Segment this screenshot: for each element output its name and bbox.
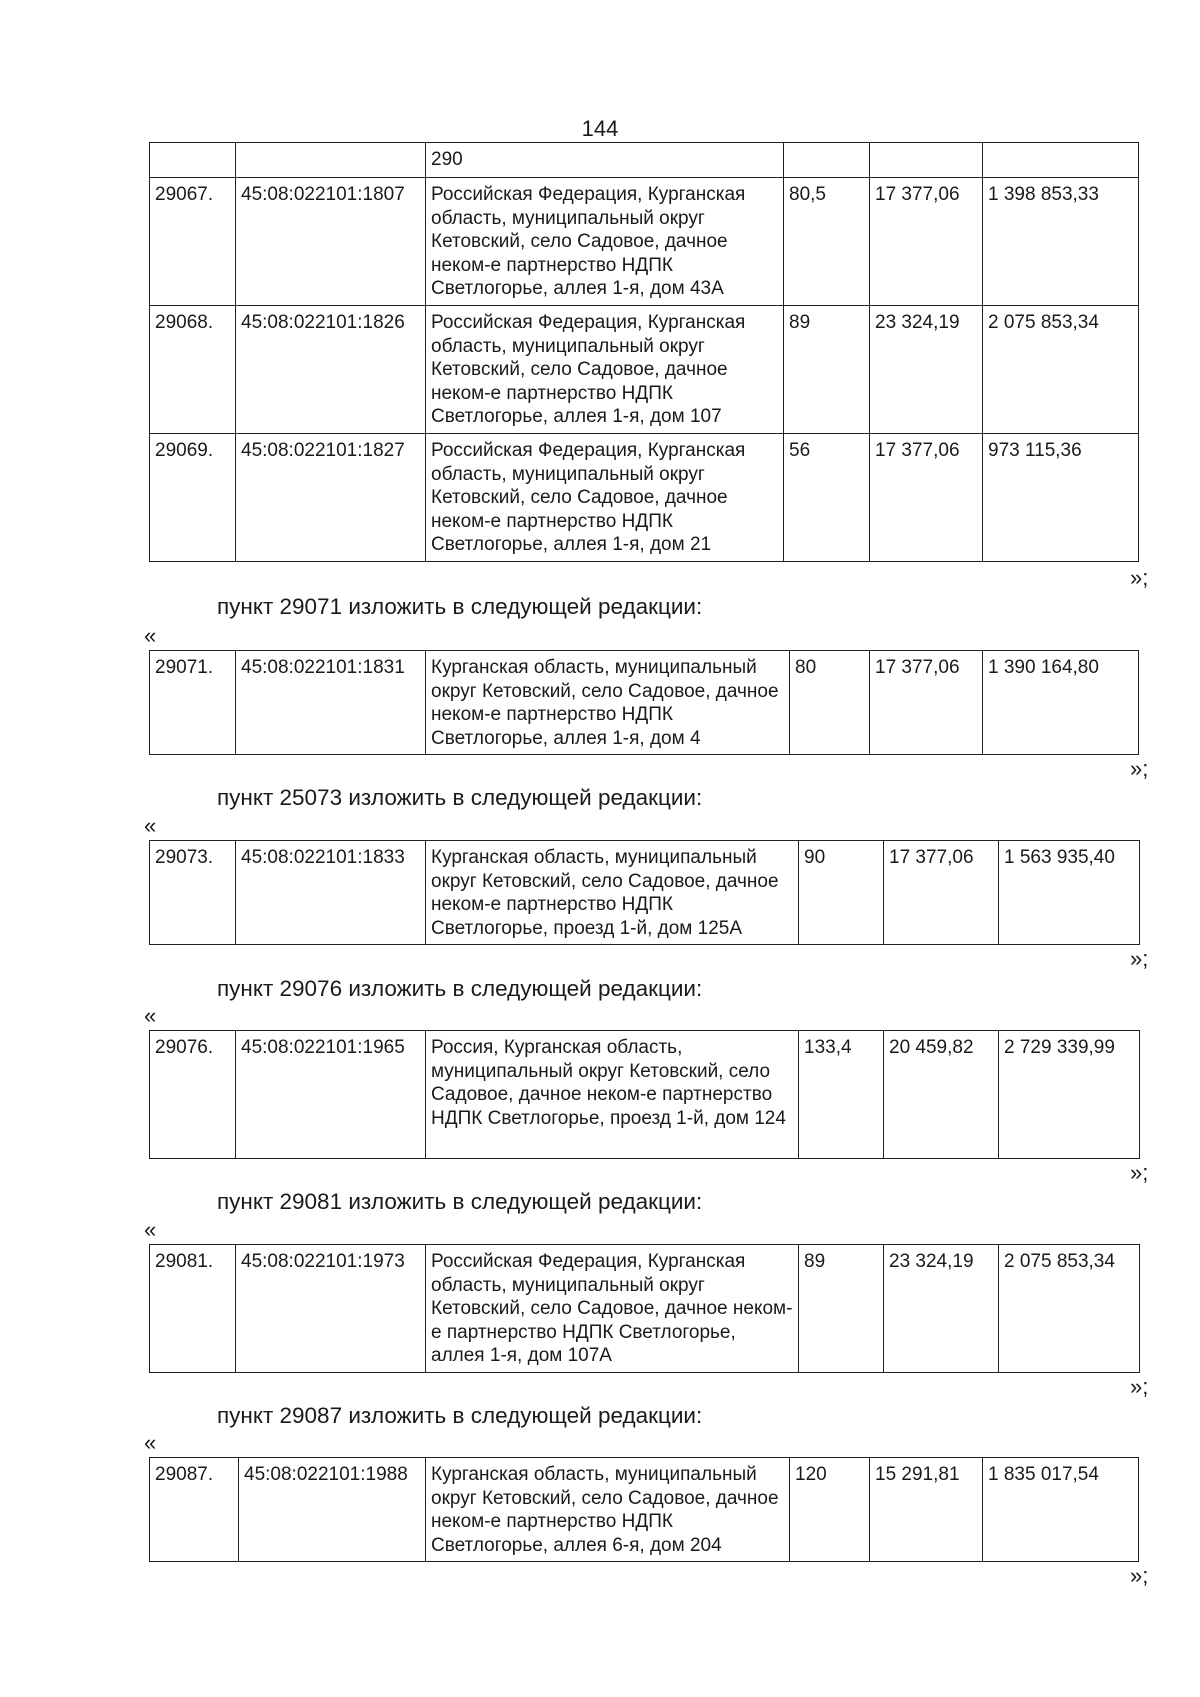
address: Российская Федерация, Курганская область, муниципальный округ Кетовский, село Садовое, дачное неком-е партнерство НДПК Светлогорье, аллея 1-я, дом 107А: [426, 1245, 799, 1373]
cadastral-number: 45:08:022101:1827: [236, 434, 426, 562]
closing-quote: »;: [1130, 1374, 1149, 1399]
amendment-heading: пункт 29081 изложить в следующей редакции:: [217, 1189, 703, 1214]
address: Россия, Курганская область, муниципальный округ Кетовский, село Садовое, дачное неком-е партнерство НДПК Светлогорье, проезд 1-й, дом 124: [426, 1031, 799, 1159]
property-table: [149, 1457, 1139, 1562]
address: 290: [426, 143, 784, 178]
table-row: [150, 1245, 1140, 1373]
row-number: 29073.: [150, 841, 236, 945]
row-number: 29071.: [150, 651, 236, 755]
cadastral-value: 1 390 164,80: [983, 651, 1139, 755]
property-table: [149, 840, 1140, 945]
table-row: [150, 434, 1139, 562]
cadastral-number: 45:08:022101:1826: [236, 306, 426, 434]
cadastral-number: 45:08:022101:1988: [239, 1458, 426, 1562]
row-number: 29087.: [150, 1458, 239, 1562]
address: Курганская область, муниципальный округ Кетовский, село Садовое, дачное неком-е партнерство НДПК Светлогорье, аллея 1-я, дом 4: [426, 651, 790, 755]
cadastral-price: 17 377,06: [870, 178, 983, 306]
table-row: [150, 841, 1140, 945]
area: [784, 143, 870, 178]
closing-quote: »;: [1130, 756, 1149, 781]
area: 80,5: [784, 178, 870, 306]
amendment-heading: пункт 29087 изложить в следующей редакции:: [217, 1403, 703, 1428]
table-row: [150, 178, 1139, 306]
address: Курганская область, муниципальный округ Кетовский, село Садовое, дачное неком-е партнерство НДПК Светлогорье, аллея 6-я, дом 204: [426, 1458, 790, 1562]
row-number: [150, 143, 236, 178]
cadastral-number: 45:08:022101:1807: [236, 178, 426, 306]
cadastral-value: 1 563 935,40: [999, 841, 1140, 945]
area: 56: [784, 434, 870, 562]
cadastral-number: 45:08:022101:1833: [236, 841, 426, 945]
opening-quote: «: [144, 1430, 157, 1455]
opening-quote: «: [144, 813, 157, 838]
cadastral-value: 973 115,36: [983, 434, 1139, 562]
cadastral-number: [236, 143, 426, 178]
table-row: [150, 143, 1139, 178]
opening-quote: «: [144, 1003, 157, 1028]
cadastral-value: 2 075 853,34: [999, 1245, 1140, 1373]
address: Российская Федерация, Курганская область, муниципальный округ Кетовский, село Садовое, дачное неком-е партнерство НДПК Светлогорье, аллея 1-я, дом 107: [426, 306, 784, 434]
area: 120: [790, 1458, 870, 1562]
cadastral-value: 1 398 853,33: [983, 178, 1139, 306]
closing-quote: »;: [1130, 1160, 1149, 1185]
cadastral-number: 45:08:022101:1831: [236, 651, 426, 755]
cadastral-price: 17 377,06: [870, 434, 983, 562]
closing-quote: »;: [1130, 946, 1149, 971]
table-row: [150, 306, 1139, 434]
row-number: 29069.: [150, 434, 236, 562]
cadastral-price: 23 324,19: [870, 306, 983, 434]
table-row: [150, 1031, 1140, 1159]
property-table: [149, 142, 1139, 562]
property-table: [149, 650, 1139, 755]
area: 133,4: [799, 1031, 884, 1159]
amendment-heading: пункт 29071 изложить в следующей редакции:: [217, 594, 703, 619]
row-number: 29068.: [150, 306, 236, 434]
amendment-heading: пункт 25073 изложить в следующей редакции:: [217, 785, 703, 810]
address: Российская Федерация, Курганская область, муниципальный округ Кетовский, село Садовое, дачное неком-е партнерство НДПК Светлогорье, аллея 1-я, дом 21: [426, 434, 784, 562]
cadastral-price: [870, 143, 983, 178]
cadastral-number: 45:08:022101:1965: [236, 1031, 426, 1159]
cadastral-price: 20 459,82: [884, 1031, 999, 1159]
table-row: [150, 651, 1139, 755]
opening-quote: «: [144, 623, 157, 648]
cadastral-price: 17 377,06: [884, 841, 999, 945]
row-number: 29067.: [150, 178, 236, 306]
area: 89: [799, 1245, 884, 1373]
cadastral-value: 2 075 853,34: [983, 306, 1139, 434]
row-number: 29081.: [150, 1245, 236, 1373]
table-row: [150, 1458, 1139, 1562]
opening-quote: «: [144, 1217, 157, 1242]
address: Российская Федерация, Курганская область, муниципальный округ Кетовский, село Садовое, дачное неком-е партнерство НДПК Светлогорье, аллея 1-я, дом 43А: [426, 178, 784, 306]
cadastral-price: 15 291,81: [870, 1458, 983, 1562]
property-table: [149, 1244, 1140, 1373]
amendment-heading: пункт 29076 изложить в следующей редакции:: [217, 976, 703, 1001]
property-table: [149, 1030, 1140, 1159]
page-number: 144: [581, 116, 619, 141]
closing-quote: »;: [1130, 1563, 1149, 1588]
area: 80: [790, 651, 870, 755]
address: Курганская область, муниципальный округ Кетовский, село Садовое, дачное неком-е партнерство НДПК Светлогорье, проезд 1-й, дом 125А: [426, 841, 799, 945]
cadastral-price: 17 377,06: [870, 651, 983, 755]
area: 89: [784, 306, 870, 434]
cadastral-value: [983, 143, 1139, 178]
closing-quote: »;: [1130, 565, 1149, 590]
cadastral-value: 1 835 017,54: [983, 1458, 1139, 1562]
cadastral-value: 2 729 339,99: [999, 1031, 1140, 1159]
cadastral-price: 23 324,19: [884, 1245, 999, 1373]
cadastral-number: 45:08:022101:1973: [236, 1245, 426, 1373]
row-number: 29076.: [150, 1031, 236, 1159]
area: 90: [799, 841, 884, 945]
